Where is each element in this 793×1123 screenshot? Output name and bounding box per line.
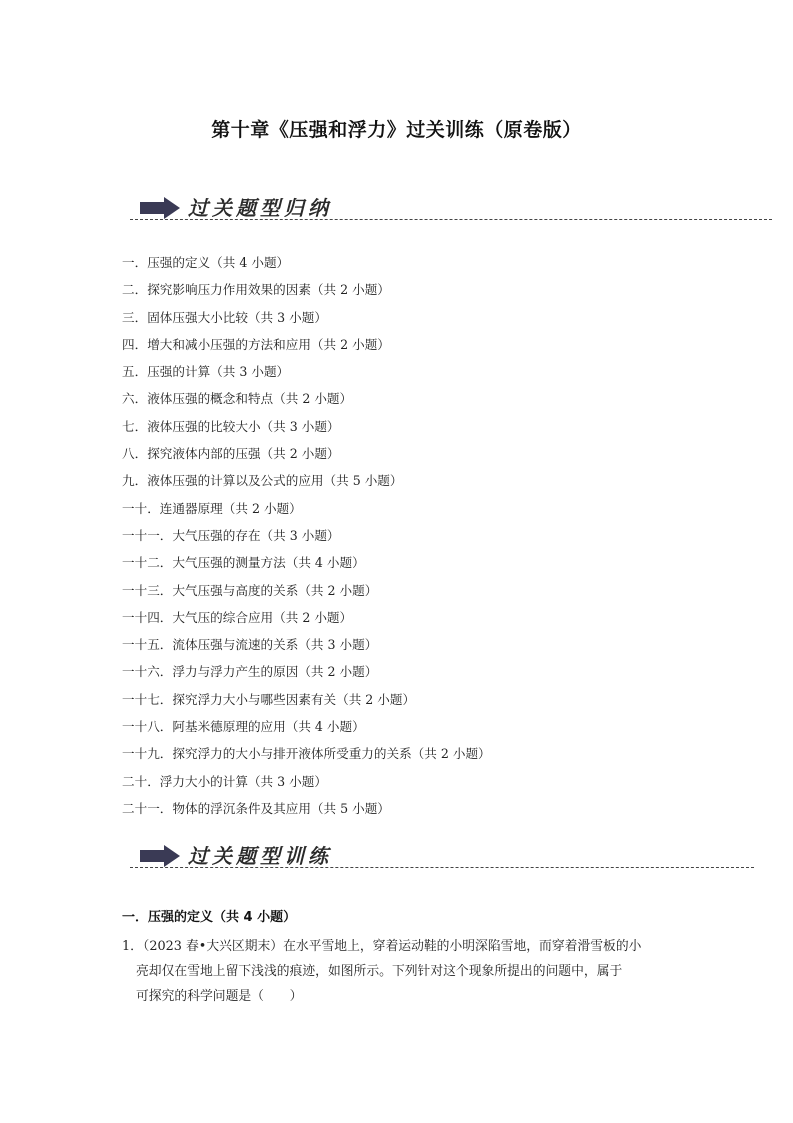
question-section-title: 一．压强的定义（共 4 小题）: [122, 910, 297, 925]
list-item: 一十八．阿基米德原理的应用（共 4 小题）: [122, 719, 365, 735]
list-item: 一十一．大气压强的存在（共 3 小题）: [122, 527, 340, 543]
arrow-right-icon: [138, 844, 182, 868]
list-item: 七．液体压强的比较大小（共 3 小题）: [122, 418, 340, 434]
question-text-line: 可探究的科学问题是（ ）: [136, 989, 303, 1004]
question-1: [122, 934, 682, 1009]
list-item: 一十四．大气压的综合应用（共 2 小题）: [122, 609, 353, 625]
list-item: 一十六．浮力与浮力产生的原因（共 2 小题）: [122, 664, 378, 680]
arrow-right-icon: [138, 196, 182, 220]
dashed-divider: [130, 867, 754, 868]
section-header-training: [130, 840, 754, 874]
topic-list: [122, 253, 491, 826]
section-heading: 过关题型归纳: [188, 196, 332, 220]
list-item: 二．探究影响压力作用效果的因素（共 2 小题）: [122, 282, 390, 298]
list-item: 一十三．大气压强与高度的关系（共 2 小题）: [122, 582, 378, 598]
page-title: 第十章《压强和浮力》过关训练（原卷版）: [211, 119, 582, 141]
list-item: 一十七．探究浮力大小与哪些因素有关（共 2 小题）: [122, 691, 416, 707]
section-heading: 过关题型训练: [188, 844, 332, 868]
list-item: 一．压强的定义（共 4 小题）: [122, 255, 290, 270]
list-item: 一十．连通器原理（共 2 小题）: [122, 500, 302, 516]
list-item: 三．固体压强大小比较（共 3 小题）: [122, 309, 327, 325]
list-item: 二十．浮力大小的计算（共 3 小题）: [122, 773, 327, 789]
list-item: 一十九．探究浮力的大小与排开液体所受重力的关系（共 2 小题）: [122, 746, 491, 762]
list-item: 六．液体压强的概念和特点（共 2 小题）: [122, 391, 353, 407]
list-item: 四．增大和减小压强的方法和应用（共 2 小题）: [122, 336, 390, 352]
list-item: 二十一．物体的浮沉条件及其应用（共 5 小题）: [122, 800, 390, 816]
list-item: 八．探究液体内部的压强（共 2 小题）: [122, 446, 340, 462]
dashed-divider: [130, 219, 772, 220]
section-header-summary: [130, 192, 772, 226]
list-item: 一十五．流体压强与流速的关系（共 3 小题）: [122, 637, 378, 653]
list-item: 五．压强的计算（共 3 小题）: [122, 364, 290, 380]
question-text-line: 亮却仅在雪地上留下浅浅的痕迹，如图所示。下列针对这个现象所提出的问题中，属于: [136, 964, 623, 979]
question-text-line: 1．（2023 春•大兴区期末）在水平雪地上，穿着运动鞋的小明深陷雪地，而穿着滑雪板的小: [122, 939, 642, 954]
list-item: 九．液体压强的计算以及公式的应用（共 5 小题）: [122, 473, 403, 489]
list-item: 一十二．大气压强的测量方法（共 4 小题）: [122, 555, 365, 571]
